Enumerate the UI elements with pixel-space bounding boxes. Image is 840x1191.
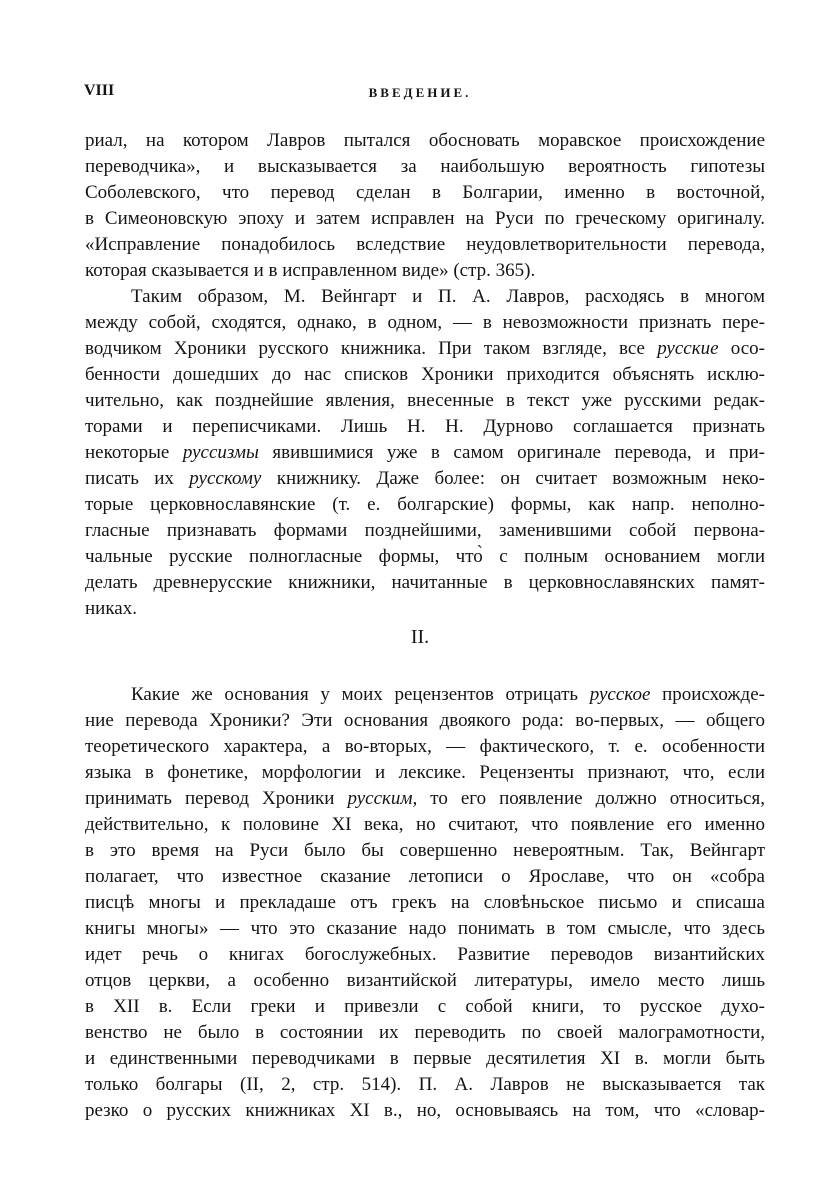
text-run: идет речь о книгах богослужебных. Развитие переводов византийских (85, 944, 765, 965)
text-line (85, 812, 765, 838)
text-line (85, 310, 765, 336)
text-run: гласные признавать формами позднейшими, заменившими собой первона- (85, 520, 765, 541)
text-run: «Исправление понадобилось вследствие неудовлетворительности перевода, (85, 234, 765, 255)
text-run: теоретического характера, а во-вторых, — фактического, т. е. особенности (85, 736, 765, 757)
text-line (85, 942, 765, 968)
italic-text: русскому (189, 468, 262, 489)
text-run: резко о русских книжниках XI в., но, основываясь на том, что «словар- (85, 1100, 765, 1121)
italic-text: русские (657, 338, 719, 359)
text-line (85, 284, 765, 310)
text-line (85, 1072, 765, 1098)
text-run: делать древнерусские книжники, начитанные в церковнославянских памят- (85, 572, 765, 593)
text-line (85, 838, 765, 864)
text-line (85, 1098, 765, 1124)
text-run: венство не было в состоянии их переводить по своей малограмотности, (85, 1022, 765, 1043)
text-run: действительно, к половине XI века, но считают, что появление его именно (85, 814, 765, 835)
text-run: Какие же основания у моих рецензентов отрицать (131, 684, 590, 705)
text-run: ние перевода Хроники? Эти основания двоякого рода: во-первых, — общего (85, 710, 765, 731)
running-title: ВВЕДЕНИЕ. (368, 85, 472, 100)
text-line (85, 440, 765, 466)
text-run: чальные русские полногласные формы, что̀ с полным основанием могли (85, 546, 765, 567)
text-run: и единственными переводчиками в первые десятилетия XI в. могли быть (85, 1048, 765, 1069)
page-number: VIII (84, 82, 115, 99)
paragraph-2 (85, 284, 765, 622)
text-line (85, 414, 765, 440)
text-line (85, 258, 765, 284)
text-run: чительно, как позднейшие явления, внесенные в текст уже русскими редак- (85, 390, 765, 411)
text-run: отцов церкви, а особенно византийской литературы, имело место лишь (85, 970, 765, 991)
text-line (85, 232, 765, 258)
text-line (85, 708, 765, 734)
text-run: торами и переписчиками. Лишь Н. Н. Дурново соглашается признать (85, 416, 765, 437)
text-run: писать их (85, 468, 190, 489)
text-line (85, 388, 765, 414)
text-run: бенности дошедших до нас списков Хроники приходится объяснять исклю- (85, 364, 765, 385)
text-run: писцѣ многы и прекладаше отъ грекъ на словѣньское письмо и списаша (85, 892, 765, 913)
text-line (85, 180, 765, 206)
text-run: которая сказывается и в исправленном виде» (стр. 365). (85, 260, 536, 281)
text-line (85, 128, 765, 154)
text-run: полагает, что известное сказание летописи о Ярославе, что он «собра (85, 866, 765, 887)
text-run: переводчика», и высказывается за наибольшую вероятность гипотезы (85, 156, 765, 177)
text-run: только болгары (II, 2, стр. 514). П. А. Лавров не высказывается так (85, 1074, 765, 1095)
text-run: принимать перевод Хроники (85, 788, 348, 809)
text-line (85, 362, 765, 388)
text-line (85, 786, 765, 812)
italic-text: руссизмы (182, 442, 259, 463)
paragraph-3 (85, 682, 765, 1124)
italic-text: русским, (347, 788, 418, 809)
text-line (85, 466, 765, 492)
text-line (85, 864, 765, 890)
text-line (85, 518, 765, 544)
text-line (85, 734, 765, 760)
paragraph-1 (85, 128, 765, 284)
text-run: никах. (85, 598, 137, 619)
section-heading: II. (410, 626, 430, 648)
text-run: Соболевского, что перевод сделан в Болгарии, именно в восточной, (85, 182, 765, 203)
text-run: языка в фонетике, морфологии и лексике. Рецензенты признают, что, если (85, 762, 765, 783)
text-line (85, 916, 765, 942)
text-line (85, 570, 765, 596)
text-run: водчиком Хроники русского книжника. При таком взгляде, все (85, 338, 658, 359)
text-run: явившимися уже в самом оригинале перевода, и при- (258, 442, 765, 463)
text-line (85, 682, 765, 708)
text-line (85, 336, 765, 362)
text-run: происхожде- (650, 684, 765, 705)
text-line (85, 890, 765, 916)
text-line (85, 994, 765, 1020)
text-run: между собой, сходятся, однако, в одном, — в невозможности признать пере- (85, 312, 765, 333)
text-line (85, 968, 765, 994)
text-run: книжнику. Даже более: он считает возможным неко- (261, 468, 765, 489)
text-run: в Симеоновскую эпоху и затем исправлен на Руси по греческому оригиналу. (85, 208, 765, 229)
text-run: книгы многы» — что это сказание надо понимать в том смысле, что здесь (85, 918, 765, 939)
text-line (85, 760, 765, 786)
text-line (85, 206, 765, 232)
text-line (85, 154, 765, 180)
text-run: осо- (718, 338, 766, 359)
text-run: риал, на котором Лавров пытался обосновать моравское происхождение (85, 130, 765, 151)
text-run: то его появление должно относиться, (417, 788, 765, 809)
text-run: торые церковнославянские (т. е. болгарские) формы, как напр. неполно- (85, 494, 765, 515)
text-line (85, 1020, 765, 1046)
text-run: Таким образом, М. Вейнгарт и П. А. Лавров, расходясь в многом (131, 286, 765, 307)
text-run: некоторые (85, 442, 183, 463)
text-line (85, 544, 765, 570)
text-run: в XII в. Если греки и привезли с собой книги, то русское духо- (85, 996, 765, 1017)
text-run: в это время на Руси было бы совершенно невероятным. Так, Вейнгарт (85, 840, 765, 861)
italic-text: русское (589, 684, 651, 705)
text-line (85, 1046, 765, 1072)
text-line (85, 596, 765, 622)
text-line (85, 492, 765, 518)
